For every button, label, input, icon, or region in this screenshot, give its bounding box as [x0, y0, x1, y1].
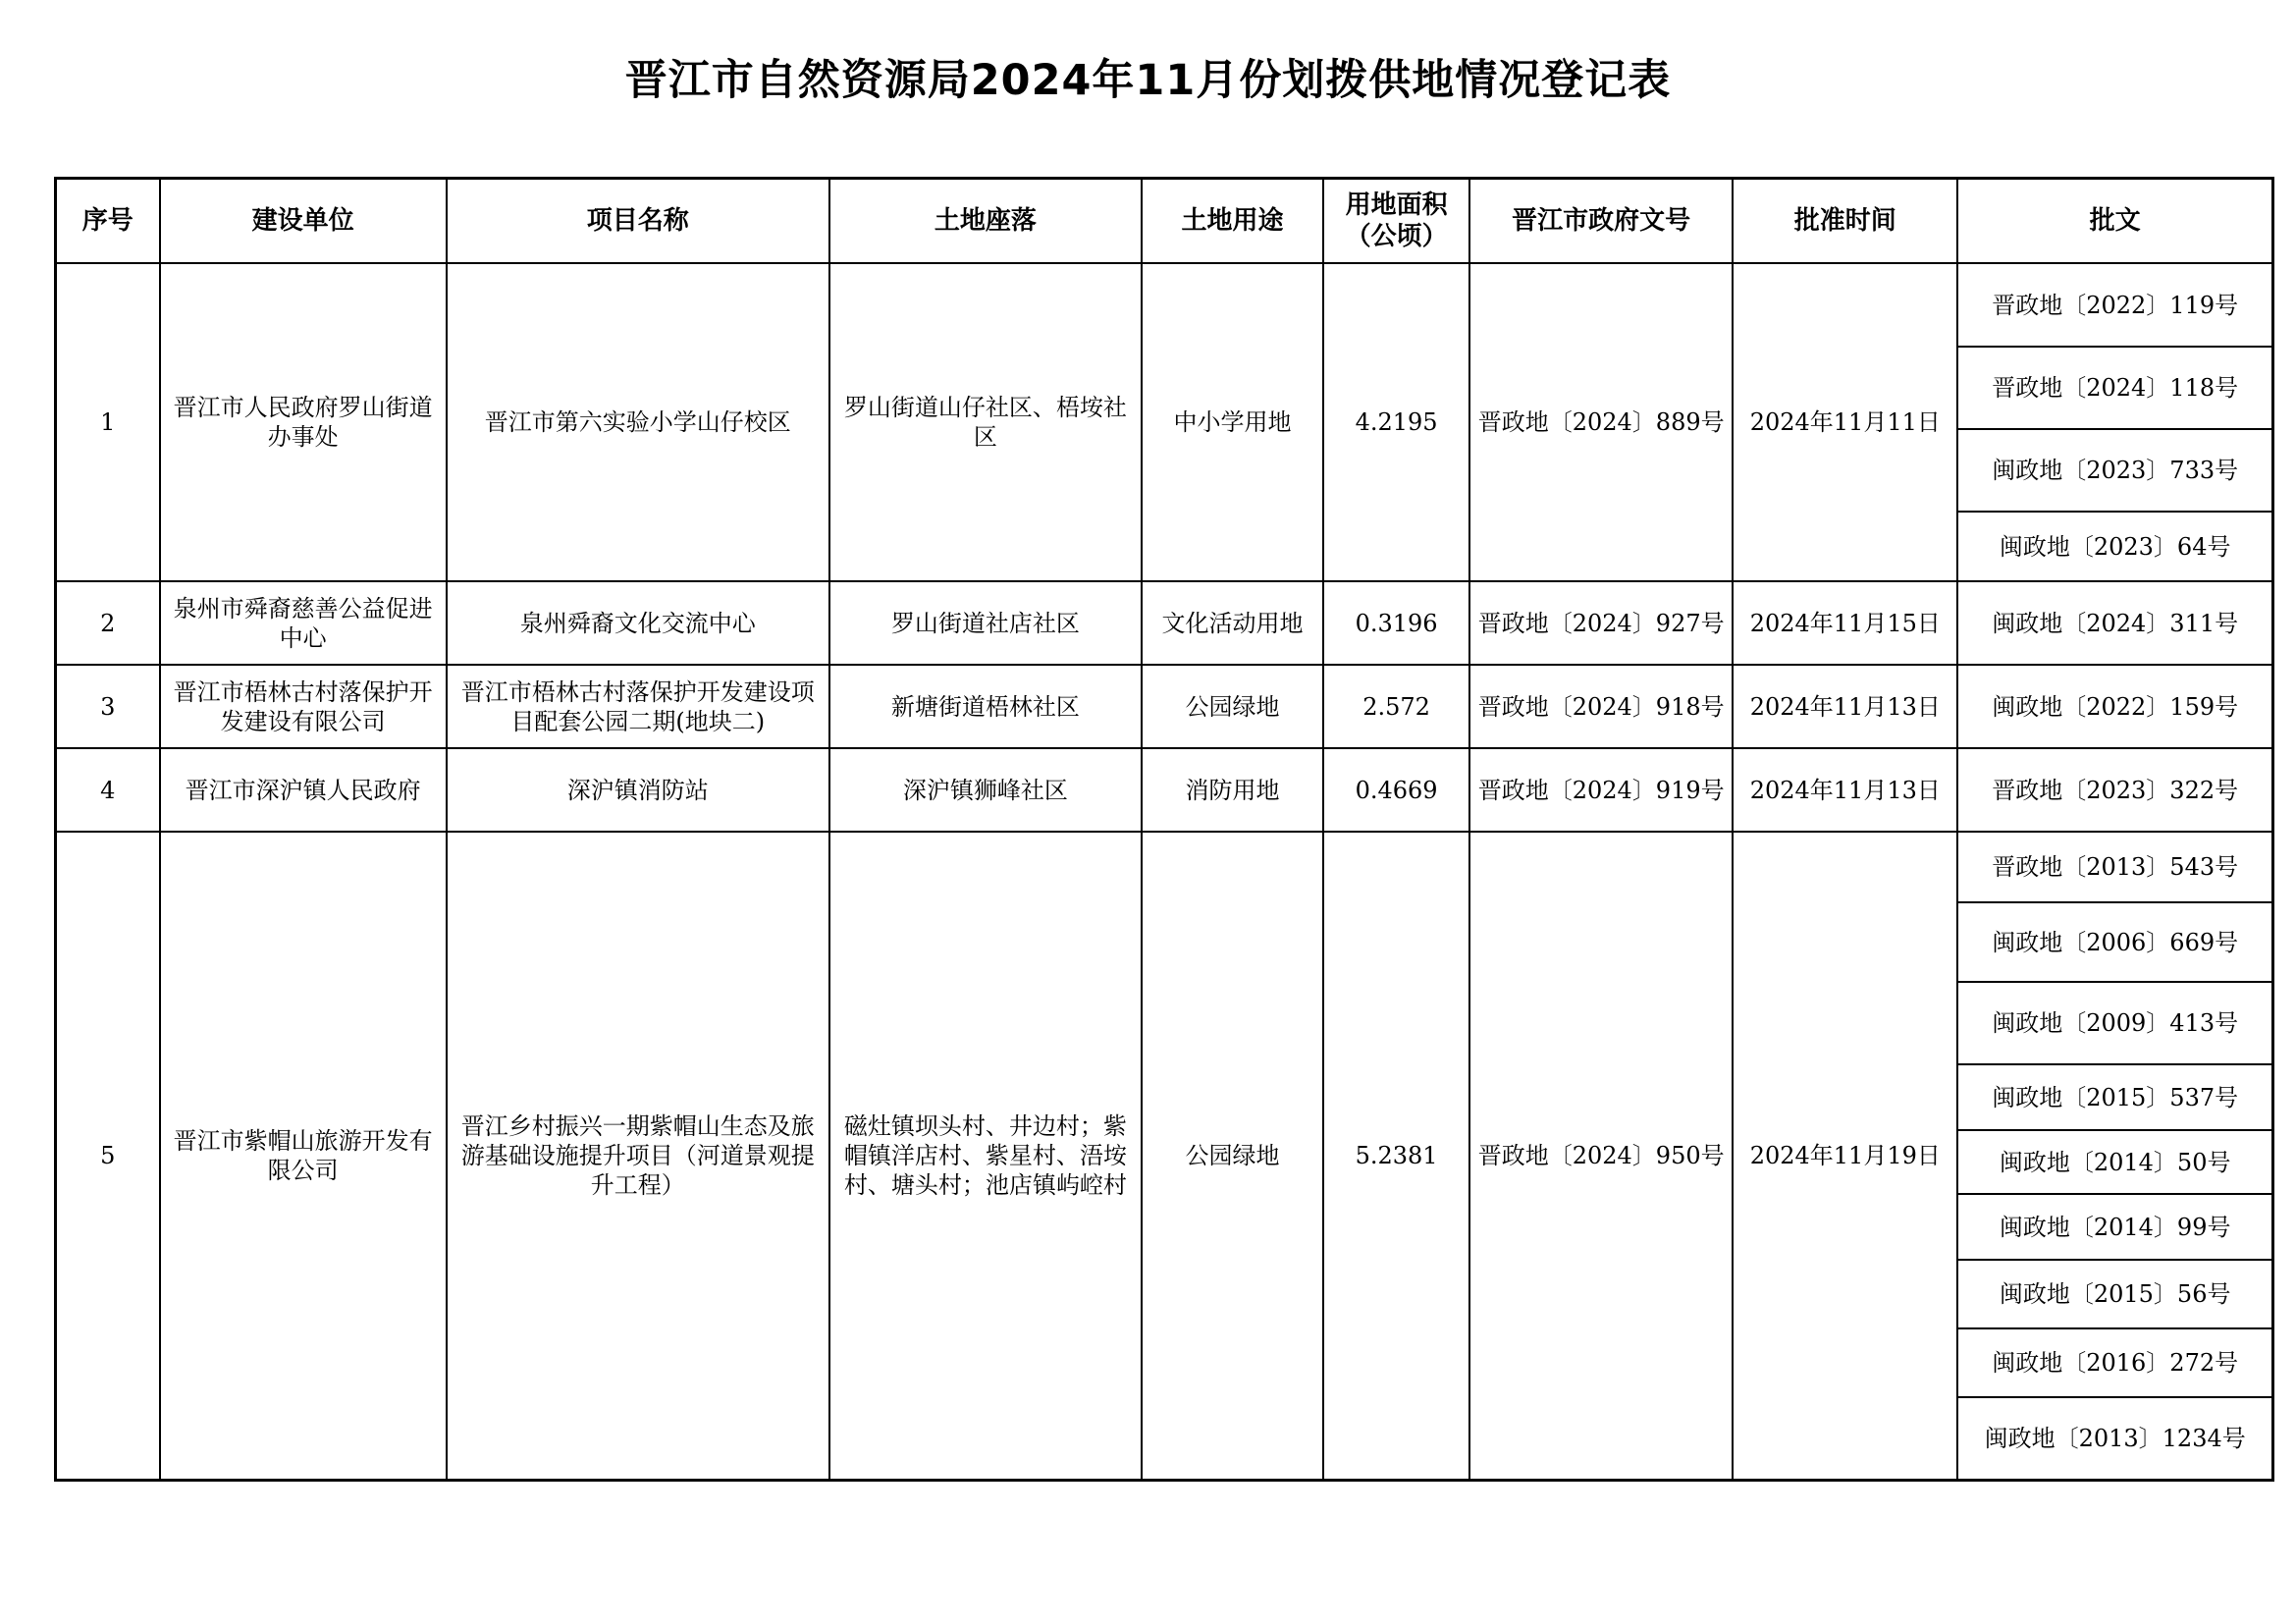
approval-doc: 晋政地〔2024〕118号 [1957, 347, 2272, 429]
approval-doc: 闽政地〔2014〕50号 [1957, 1130, 2272, 1194]
row-project: 晋江市梧林古村落保护开发建设项目配套公园二期(地块二) [447, 665, 829, 748]
table-row [56, 748, 2273, 832]
row-unit: 晋江市紫帽山旅游开发有限公司 [160, 832, 447, 1480]
land-allocation-table [54, 177, 2274, 1482]
row-area: 0.4669 [1323, 748, 1469, 832]
row-usage: 公园绿地 [1142, 665, 1323, 748]
row-area: 0.3196 [1323, 581, 1469, 665]
header-doc-no: 晋江市政府文号 [1469, 179, 1733, 264]
table-row [56, 581, 2273, 665]
header-project: 项目名称 [447, 179, 829, 264]
header-seq: 序号 [56, 179, 160, 264]
row-usage: 文化活动用地 [1142, 581, 1323, 665]
row-date: 2024年11月11日 [1733, 263, 1957, 581]
row-seq: 2 [56, 581, 160, 665]
row-doc-no: 晋政地〔2024〕889号 [1469, 263, 1733, 581]
header-row [56, 179, 2273, 264]
row-unit: 晋江市深沪镇人民政府 [160, 748, 447, 832]
row-location: 罗山街道山仔社区、梧垵社区 [829, 263, 1142, 581]
table-row [56, 263, 2273, 347]
row-doc-no: 晋政地〔2024〕950号 [1469, 832, 1733, 1480]
approval-doc: 晋政地〔2023〕322号 [1957, 748, 2272, 832]
row-area: 4.2195 [1323, 263, 1469, 581]
approval-doc: 闽政地〔2006〕669号 [1957, 902, 2272, 982]
row-project: 晋江市第六实验小学山仔校区 [447, 263, 829, 581]
row-date: 2024年11月15日 [1733, 581, 1957, 665]
row-doc-no: 晋政地〔2024〕919号 [1469, 748, 1733, 832]
row-date: 2024年11月19日 [1733, 832, 1957, 1480]
row-unit: 晋江市人民政府罗山街道办事处 [160, 263, 447, 581]
row-area: 5.2381 [1323, 832, 1469, 1480]
header-usage: 土地用途 [1142, 179, 1323, 264]
header-area: 用地面积（公顷） [1323, 179, 1469, 264]
approval-doc: 闽政地〔2024〕311号 [1957, 581, 2272, 665]
row-project: 深沪镇消防站 [447, 748, 829, 832]
row-doc-no: 晋政地〔2024〕927号 [1469, 581, 1733, 665]
row-seq: 1 [56, 263, 160, 581]
header-approvals: 批文 [1957, 179, 2272, 264]
table-row [56, 832, 2273, 902]
row-usage: 中小学用地 [1142, 263, 1323, 581]
header-unit: 建设单位 [160, 179, 447, 264]
row-usage: 公园绿地 [1142, 832, 1323, 1480]
header-location: 土地座落 [829, 179, 1142, 264]
row-location: 新塘街道梧林社区 [829, 665, 1142, 748]
approval-doc: 闽政地〔2023〕64号 [1957, 512, 2272, 581]
row-location: 磁灶镇坝头村、井边村；紫帽镇洋店村、紫星村、浯垵村、塘头村；池店镇屿崆村 [829, 832, 1142, 1480]
row-area: 2.572 [1323, 665, 1469, 748]
header-date: 批准时间 [1733, 179, 1957, 264]
table-row [56, 665, 2273, 748]
row-location: 深沪镇狮峰社区 [829, 748, 1142, 832]
approval-doc: 闽政地〔2016〕272号 [1957, 1328, 2272, 1397]
row-usage: 消防用地 [1142, 748, 1323, 832]
page-title: 晋江市自然资源局2024年11月份划拨供地情况登记表 [624, 56, 1672, 105]
approval-doc: 闽政地〔2009〕413号 [1957, 982, 2272, 1064]
row-unit: 泉州市舜裔慈善公益促进中心 [160, 581, 447, 665]
row-seq: 4 [56, 748, 160, 832]
row-date: 2024年11月13日 [1733, 665, 1957, 748]
approval-doc: 闽政地〔2013〕1234号 [1957, 1397, 2272, 1480]
row-doc-no: 晋政地〔2024〕918号 [1469, 665, 1733, 748]
row-seq: 5 [56, 832, 160, 1480]
approval-doc: 闽政地〔2014〕99号 [1957, 1194, 2272, 1260]
approval-doc: 闽政地〔2015〕56号 [1957, 1260, 2272, 1328]
row-project: 晋江乡村振兴一期紫帽山生态及旅游基础设施提升项目（河道景观提升工程） [447, 832, 829, 1480]
row-seq: 3 [56, 665, 160, 748]
approval-doc: 闽政地〔2023〕733号 [1957, 429, 2272, 512]
approval-doc: 闽政地〔2022〕159号 [1957, 665, 2272, 748]
approval-doc: 晋政地〔2022〕119号 [1957, 263, 2272, 347]
approval-doc: 闽政地〔2015〕537号 [1957, 1064, 2272, 1130]
row-date: 2024年11月13日 [1733, 748, 1957, 832]
row-location: 罗山街道社店社区 [829, 581, 1142, 665]
approval-doc: 晋政地〔2013〕543号 [1957, 832, 2272, 902]
row-project: 泉州舜裔文化交流中心 [447, 581, 829, 665]
row-unit: 晋江市梧林古村落保护开发建设有限公司 [160, 665, 447, 748]
